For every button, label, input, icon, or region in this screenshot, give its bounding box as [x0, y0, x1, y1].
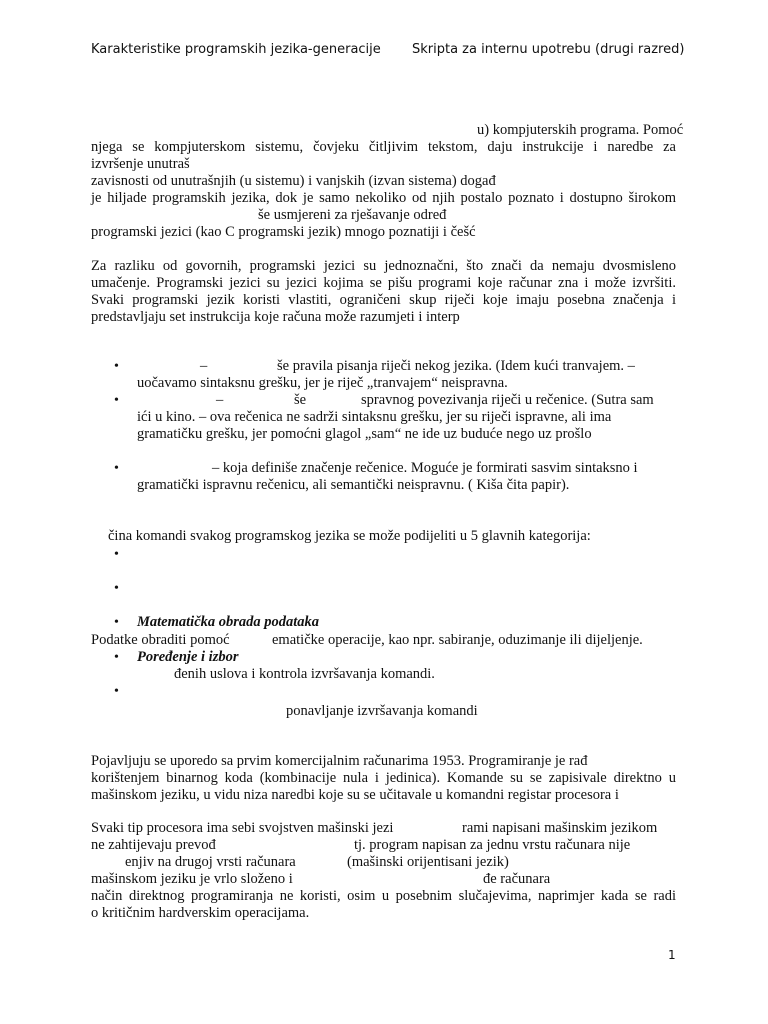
- list-item-text: gramatički ispravnu rečenicu, ali semantički neispravnu. ( Kiša čita papir).: [137, 477, 570, 493]
- page-number: 1: [668, 948, 676, 962]
- list-dash: –: [216, 392, 224, 408]
- text-line: njega se kompjuterskom sistemu, čovjeku čitljivim tekstom, daju instrukcije i naredbe za: [91, 139, 676, 155]
- text-line: tj. program napisan za jednu vrstu računara nije: [354, 837, 631, 853]
- category-text: đenih uslova i kontrola izvršavanja komandi.: [174, 666, 435, 682]
- header-right: Skripta za internu upotrebu (drugi razred): [412, 42, 685, 57]
- text-line: predstavljaju set instrukcija koje računa može razumjeti i interp: [91, 309, 460, 325]
- category-title-math: Matematička obrada podataka: [137, 614, 320, 630]
- list-item-text: uočavamo sintaksnu grešku, jer je riječ „tranvajem“ neispravna.: [137, 375, 508, 391]
- list-dash: –: [200, 358, 208, 374]
- text-line: o kritičnim hardverskim operacijama.: [91, 905, 310, 921]
- category-title-compare: Poređenje i izbor: [137, 649, 239, 665]
- text-line: Svaki tip procesora ima sebi svojstven mašinski jezi: [91, 820, 394, 836]
- text-line: je hiljade programskih jezika, dok je samo nekoliko od njih postalo poznato i dostupno širokom: [91, 190, 676, 206]
- list-item-text: še pravila pisanja riječi nekog jezika. (Idem kući tranvajem. –: [277, 358, 635, 374]
- text-line: Za razliku od govornih, programski jezici su jednoznačni, što znači da nemaju dvosmisleno: [91, 258, 676, 274]
- text-line: mašinskom jeziku, u vidu niza naredbi koje su se učitavale u komandni registar procesora i: [91, 787, 619, 803]
- bullet-icon: •: [114, 393, 119, 408]
- text-line: korištenjem binarnog koda (kombinacije nula i jedinica). Komande su se zapisivale direktno u: [91, 770, 676, 786]
- bullet-icon: •: [114, 461, 119, 476]
- category-text: ponavljanje izvršavanja komandi: [286, 703, 478, 719]
- text-line: izvršenje unutraš: [91, 156, 190, 172]
- bullet-icon: •: [114, 615, 119, 630]
- text-line: rami napisani mašinskim jezikom: [462, 820, 658, 836]
- header-left: Karakteristike programskih jezika-generacije: [91, 42, 381, 57]
- text-line: ne zahtijevaju prevođ: [91, 837, 216, 853]
- text-line: enjiv na drugoj vrsti računara: [125, 854, 296, 870]
- bullet-icon: •: [114, 359, 119, 374]
- list-item-text: še: [294, 392, 307, 408]
- category-text: ematičke operacije, kao npr. sabiranje, oduzimanje ili dijeljenje.: [272, 632, 643, 648]
- text-line: zavisnosti od unutrašnjih (u sistemu) i vanjskih (izvan sistema) događ: [91, 173, 496, 189]
- list-item-text: spravnog povezivanja riječi u rečenice. (Sutra sam: [361, 392, 654, 408]
- text-line: Pojavljuju se uporedo sa prvim komercijalnim računarima 1953. Programiranje je rađ: [91, 753, 588, 769]
- bullet-icon: •: [114, 547, 119, 562]
- text-line: mašinskom jeziku je vrlo složeno i: [91, 871, 293, 887]
- list-item-text: gramatičku grešku, jer pomoćni glagol „sam“ ne ide uz buduće nego uz prošlo: [137, 426, 592, 442]
- text-line: Svaki programski jezik koristi vlastiti, ograničeni skup riječi koje imaju posebna značenja i: [91, 292, 676, 308]
- text-line: đe računara: [483, 871, 551, 887]
- text-line: način direktnog programiranja ne koristi, osim u posebnim slučajevima, naprimjer kada se radi: [91, 888, 676, 904]
- text-line: še usmjereni za rješavanje određ: [258, 207, 447, 223]
- category-text: Podatke obraditi pomoć: [91, 632, 230, 648]
- text-line: umačenje. Programski jezici su jezici kojima se pišu programi koje računar zna i može izvršiti.: [91, 275, 676, 291]
- categories-intro: čina komandi svakog programskog jezika se može podijeliti u 5 glavnih kategorija:: [108, 528, 591, 544]
- text-line: u) kompjuterskih programa. Pomoć: [477, 122, 684, 138]
- text-line: programski jezici (kao C programski jezik) mnogo poznatiji i češć: [91, 224, 476, 240]
- bullet-icon: •: [114, 581, 119, 596]
- bullet-icon: •: [114, 684, 119, 699]
- list-item-text: – koja definiše značenje rečenice. Moguće je formirati sasvim sintaksno i: [212, 460, 638, 476]
- bullet-icon: •: [114, 650, 119, 665]
- list-item-text: ići u kino. – ova rečenica ne sadrži sintaksnu grešku, jer su riječi ispravne, ali ima: [137, 409, 612, 425]
- text-line: (mašinski orijentisani jezik): [347, 854, 509, 870]
